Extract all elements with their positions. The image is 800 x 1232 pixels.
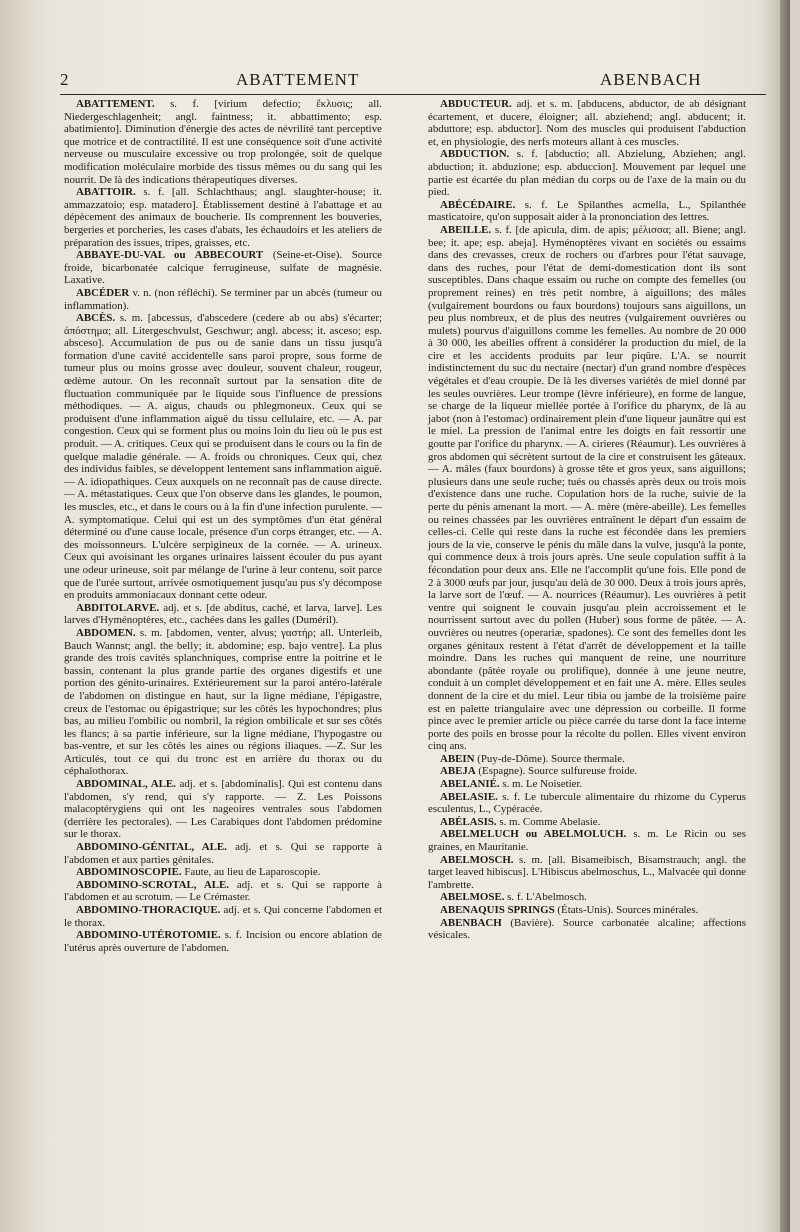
entry-headword: ABDOMINO-THORACIQUE. xyxy=(76,904,221,916)
entry-headword: ABELASIE. xyxy=(440,790,498,803)
dictionary-entry xyxy=(64,98,382,186)
entry-definition: s. f. [de apicula, dim. de apis; μέλισσα; all. Biene; angl. bee; it. ape; esp. abeja]. Hyménoptères vivant en sociétés ou essaims dans des crevasses, creux de rochers ou d'arbres pour l'état sauvage, dans des ruches, pour l'état de demi-domestication dont ils sont susceptibles. Dans chaque essaim ou ruche on compte des femelles (ou proprement reines) en très petit nombre, à aiguillons; des mâles (vulgairement bourdons ou faux bourdons) toujours sans aiguillons, un peu plus nombreux, et de plus des neutres (vulgairement ouvrières ou mulets) pourvus d'aiguillons comme les femelles. Au nombre de 20 000 à 30 000, les abeilles offrent à considérer la production du miel, de la cire et les accidents produits par leur piqûre. L'A. se nourrit indistinctement du suc du nectaire (nectar) d'un grand nombre d'espèces végétales et d'eau croupie. De là les diverses variétés de miel donné par les seules ouvrières. Leur trompe (lèvre inférieure), en forme de langue, se charge de la liqueur miellée portée à l'orifice du pharynx, de là au jabot (non à l'estomac) ordinairement plein d'une liqueur jaunâtre qui est le miel. La pression de l'animal entre les doigts en fait ressortir une goutte par l'orifice du pharynx. — A. cirieres (Réaumur). Les ouvrières à gros abdomen qui sécrètent surtout de la cire et construisent les gâteaux. — A. mâles (faux bourdons) à grosse tête et gros yeux, sans aiguillons; plusieurs dans une seule ruche; tués ou chassés après deux ou trois mois d'existence dans une ruche. Copulation hors de la ruche, suivie de la perte du pénis amenant la mort. — A. mère (mère-abeille). Les femelles ou reines chassées par les ouvrières entraînent le départ d'un essaim de celles-ci. Celle qui reste dans la ruche est fécondée dans les premiers jours de la vie, conserve le pénis du mâle dans la vulve, jusqu'à la ponte, qui commence deux à trois jours après. Une seule copulation suffit à la fécondation pour deux ans. Elle ne l'accomplit qu'une fois. Elle pond de 2 à 3000 œufs par jour, jusqu'au delà de 30 000. Deux à trois jours après, la larve sort de l'œuf. — A. nourrices (Réaumur). Les ouvrières à petit ventre qui soignent le couvain jusqu'au plein accroissement et le nourrissent surtout avec du pollen (Huber) sous forme de pâtée. — A. ouvrières ou neutres (operariæ, spadones). Ce sont des femelles dont les organes génitaux restent à l'état d'arrêt de développement et la taille moindre. Dans les ruches qui manquent de reine, une nourriture abondante (pâtée royale ou prolifique), donnée à une jeune neutre, conduit à un complet développement et en fait une A. mère. Elles seules donnent de la cire et du miel. Leur tibia ou jambe de la troisième paire est en palette triangulaire avec une dépression ou corbeille. Il forme pince avec le premier article ou pièce carrée du tarse dont la face interne porte des poils en brosse pour la récolte du pollen. Elles vivent environ cinq ans. xyxy=(428,223,746,753)
entry-definition: adj. et s. m. [abducens, abductor, de ab désignant écartement, et ducere, éloigner; all. abziehend; angl. abducent; it. abduttore; esp. abductor]. Nom des muscles qui produisent l'abduction et, en physiologie, des nerfs moteurs allant à ces muscles. xyxy=(428,98,746,148)
page-edge xyxy=(780,0,790,1232)
entry-definition: s. m. [abcessus, d'abscedere (cedere ab ou abs) s'écarter; ἀπόστημα; all. Litergeschvulst, Geschwur; angl. abcess; it. asceso; esp. absceso]. Accumulation de pus ou de sanie dans un tissu jusqu'à formation d'une cavité accidentelle sans paroi propre, sous forme de tumeur plus ou moins grosse avec douleur, souvent chaleur, rougeur, œdème autour. On les reconnaît surtout par la sensation dite de fluctuation communiquée par le liquide sous l'influence de pressions méthodiques. — A. aigus, chauds ou phlegmoneux. Ceux qui se produisent d'une inflammation aiguë du tissu cellulaire, etc. — A. par congestion. Ceux qui se forment plus ou moins loin du lieu où le pus est produit. — A. critiques. Ceux qui se produisent dans le cours ou la fin de quelque maladie générale. — A. froids ou chroniques. Ceux qui, chez des individus faibles, se développent lentement sans inflammation aiguë. — A. idiopathiques. Ceux auxquels on ne reconnaît pas de cause directe. — A. métastatiques. Ceux que l'on observe dans les glandes, le poumon, les muscles, etc., et dans le cours ou à la fin d'une infection purulente. — A. symptomatique. Celui qui est un des symptômes d'un état général déterminé ou d'une cause locale, présence d'un corps étranger, etc. — A. des moissonneurs. L'ulcère serpigineux de la cornée. — A. urineux. Ceux qui avoisinant les organes urinaires laissent écouler du pus ayant une odeur urineuse, soit par mélange de l'urine à leur contenu, soit parce que de l'urée surtout, arrivée osmotiquement jusqu'au pus s'y décompose en produits ammoniacaux donnant cette odeur. xyxy=(64,312,382,602)
entry-headword: ABDOMEN. xyxy=(76,626,136,639)
entry-definition: v. n. (non réfléchi). Se terminer par un abcès (tumeur ou inflammation). xyxy=(64,286,382,312)
dictionary-entry xyxy=(428,98,746,148)
entry-definition: (Puy-de-Dôme). Source thermale. xyxy=(474,752,625,765)
dictionary-entry xyxy=(428,904,746,917)
page-number: 2 xyxy=(60,70,70,89)
running-head-left: ABATTEMENT xyxy=(236,70,360,89)
dictionary-entry xyxy=(428,765,746,778)
dictionary-entry xyxy=(428,791,746,816)
dictionary-entry xyxy=(64,627,382,778)
dictionary-entry xyxy=(64,312,382,602)
dictionary-entry xyxy=(428,224,746,753)
entry-definition: s. m. Le Ricin ou ses graines, en Mauritanie. xyxy=(428,828,746,854)
entry-definition: s. f. L'Abelmosch. xyxy=(504,891,587,904)
dictionary-entry xyxy=(64,186,382,249)
entry-definition: adj. et s. Qui se rapporte à l'abdomen et au scrotum. — Le Crémaster. xyxy=(64,878,383,904)
entry-headword: ABDOMINO-GÉNITAL, ALE. xyxy=(76,841,227,854)
entry-headword: ABDUCTION. xyxy=(440,148,510,161)
entry-definition: adj. et s. Qui se rapporte à l'abdomen et aux parties génitales. xyxy=(64,841,382,866)
entry-definition: (Seine-et-Oise). Source froide, bicarbonatée calcique ferrugineuse, sulfate de magnésie. Laxative. xyxy=(64,249,382,287)
entry-definition: (Espagne). Source sulfureuse froide. xyxy=(475,765,638,778)
entry-definition: adj. et s. [abdominalis]. Qui est contenu dans l'abdomen, s'y rend, qui s'y rapporte. — Z. Les Poissons malacoptérygiens qui ont les nageoires ventrales sous l'abdomen (derrière les pectorales). — Les Carabiques dont l'abdomen prédomine sur le thorax. xyxy=(64,778,383,841)
left-column xyxy=(64,98,382,954)
entry-headword: ABEILLE. xyxy=(440,223,492,236)
entry-definition: s. f. Le tubercule alimentaire du rhizome du Cyperus esculentus, L., Cypéracée. xyxy=(428,790,746,816)
entry-headword: ABDOMINAL, ALE. xyxy=(76,778,176,791)
entry-headword: ABENAQUIS SPRINGS xyxy=(440,904,555,916)
entry-definition: adj. et s. [de abditus, caché, et larva, larve]. Les larves d'Hyménoptères, etc., cachées dans les galles (Duméril). xyxy=(64,601,382,627)
dictionary-entry xyxy=(64,879,382,904)
entry-definition: Faute, au lieu de Laparoscopie. xyxy=(181,866,321,879)
entry-headword: ABDUCTEUR. xyxy=(440,98,512,110)
entry-definition: s. f. [all. Schlachthaus; angl. slaughter-house; it. ammazzatoio; esp. matadero]. Établissement destiné à l'abattage et au dépècement des animaux de boucherie. Ils comprennent les bouveries, bergeries et porcheries, les cases d'abats, les échaudoirs et les ateliers de préparation des issues, tripes, graisses, etc. xyxy=(64,186,382,249)
right-column xyxy=(428,98,746,942)
dictionary-entry xyxy=(428,917,746,942)
dictionary-entry xyxy=(428,148,746,198)
entry-headword: ABATTEMENT. xyxy=(76,98,155,110)
entry-headword: ABÉLASIS. xyxy=(440,815,497,828)
dictionary-entry xyxy=(64,778,382,841)
entry-definition: (Bavière). Source carbonatée alcaline; affections vésicales. xyxy=(428,916,746,942)
dictionary-entry xyxy=(428,753,746,766)
entry-definition: s. f. Incision ou encore ablation de l'utérus après ouverture de l'abdomen. xyxy=(64,929,382,954)
entry-headword: ABÉCÉDAIRE. xyxy=(440,198,516,211)
dictionary-entry xyxy=(64,249,382,287)
entry-headword: ABELMOSCH. xyxy=(440,853,514,866)
entry-headword: ABCÈS. xyxy=(76,312,116,325)
entry-headword: ABATTOIR. xyxy=(76,186,136,199)
entry-headword: ABELMOSE. xyxy=(440,891,505,904)
entry-headword: ABEJA xyxy=(440,765,476,778)
header-rule xyxy=(60,94,766,95)
entry-definition: (États-Unis). Sources minérales. xyxy=(554,904,699,916)
entry-headword: ABEIN xyxy=(440,752,475,765)
dictionary-entry xyxy=(428,199,746,224)
entry-definition: s. m. [abdomen, venter, alvus; γαστήρ; all. Unterleib, Bauch Wannst; angl. the belly; it. abdomine; esp. bajo ventre]. La plus grande des trois cavités splanchniques, comprise entre la poitrine et le bassin, contenant la plus grande partie des organes digestifs et une portion des génito-urinaires. Extérieurement sur la paroi antéro-latérale de l'abdomen on distingue en haut, sur la ligne médiane, l'épigastre, creux de l'estomac ou épigastrique; sur les côtés les hypochondres; plus bas, au milieu l'ombilic ou nombril, la région ombilicale et sur ses côtés les flancs; à sa partie inférieure, sur la ligne médiane, l'hypogastre ou bas-ventre, et sur les côtés les aines ou régions iliaques. —Z. Sur les Articulés, tout ce qui du tronc est en arrière du thorax ou du céphalothorax. xyxy=(64,626,382,778)
entry-headword: ABELMELUCH ou ABELMOLUCH. xyxy=(440,828,627,841)
entry-definition: s. f. [virium defectio; ἔκλυσις; all. Niedergeschlagenheit; angl. faintness; it. abbattimento; esp. abatimiento]. Diminution d'énergie des actes de névrilité tant perceptive que motrice et de contractilité. Il est une conséquence soit d'une activité nerveuse ou musculaire excessive ou trop prolongée, soit de quelque modification moléculaire morbide des tissus mêmes ou du sang qui les nourrit. De là des indications thérapeutiques diverses. xyxy=(64,98,382,186)
entry-headword: ABDOMINOSCOPIE. xyxy=(76,866,182,879)
dictionary-entry xyxy=(64,287,382,312)
entry-headword: ABENBACH xyxy=(440,916,502,929)
entry-definition: s. m. [all. Bisameibisch, Bisamstrauch; angl. the target leaved hibiscus]. L'Hibiscus abelmoschus, L., Malvacée qui donne l'ambrette. xyxy=(428,853,746,891)
running-head-right: ABENBACH xyxy=(600,70,702,89)
dictionary-entry xyxy=(64,904,382,929)
dictionary-entry xyxy=(64,841,382,866)
entry-headword: ABCÉDER xyxy=(76,286,130,299)
dictionary-entry xyxy=(64,602,382,627)
dictionary-entry xyxy=(428,816,746,829)
entry-definition: s. f. [abductio; all. Abzielung, Abziehen; angl. abduction; it. abduzione; esp. abduccion]. Mouvement par lequel une partie est écartée du plan médian du corps ou de l'axe de la main ou du pied. xyxy=(428,148,746,199)
entry-definition: adj. et s. Qui concerne l'abdomen et le thorax. xyxy=(64,904,382,929)
entry-definition: s. f. Le Spilanthes acmella, L., Spilanthée masticatoire, qu'on supposait aider à la prononciation des lettres. xyxy=(428,198,746,224)
entry-headword: ABBAYE-DU-VAL ou ABBECOURT xyxy=(76,249,264,262)
entry-headword: ABELANIÉ. xyxy=(440,778,500,791)
entry-headword: ABDITOLARVE. xyxy=(76,601,160,614)
dictionary-entry xyxy=(428,854,746,892)
page-header xyxy=(60,62,766,92)
entry-definition: s. m. Le Noisetier. xyxy=(499,778,583,791)
dictionary-entry xyxy=(428,778,746,791)
entry-headword: ABDOMINO-UTÉROTOMIE. xyxy=(76,929,221,942)
dictionary-entry xyxy=(428,828,746,853)
dictionary-entry xyxy=(64,929,382,954)
dictionary-entry xyxy=(428,891,746,904)
entry-headword: ABDOMINO-SCROTAL, ALE. xyxy=(76,878,229,891)
entry-definition: s. m. Comme Abelasie. xyxy=(496,815,601,828)
dictionary-entry xyxy=(64,866,382,879)
